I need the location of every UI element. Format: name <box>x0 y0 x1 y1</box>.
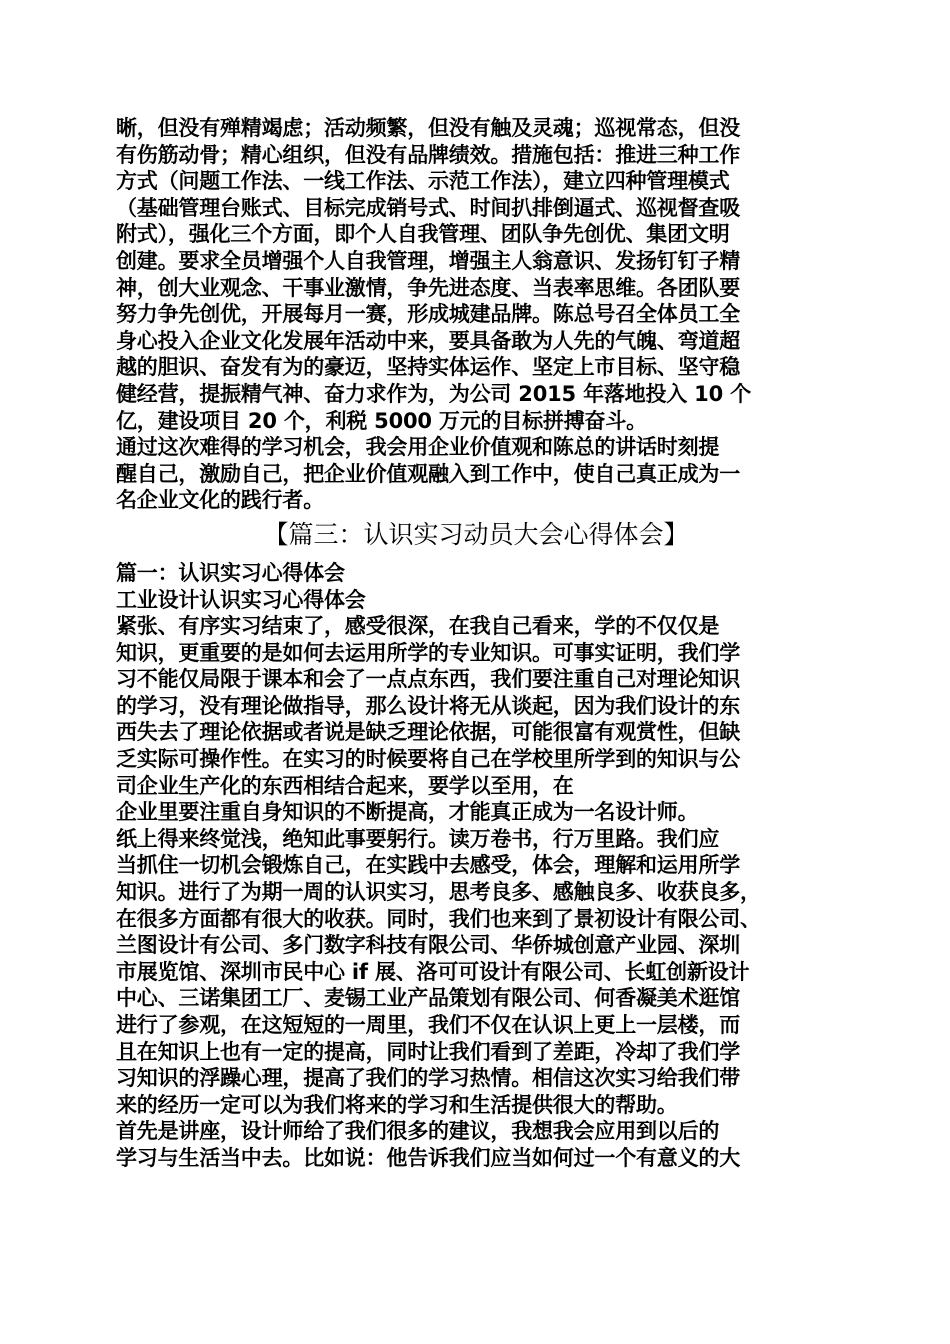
text-line: 紧张、有序实习结束了，感受很深，在我自己看来，学的不仅仅是 <box>116 614 720 639</box>
text-line: 健经营，提振精气神、奋力求作为，为公司 2015 年落地投入 10 个 <box>116 381 751 406</box>
document-page <box>116 115 836 1172</box>
text-line: 学习与生活当中去。比如说：他告诉我们应当如何过一个有意义的大 <box>116 1145 740 1170</box>
section-heading: 【篇三：认识实习动员大会心得体会】 <box>263 519 689 549</box>
text-line: 中心、三诺集团工厂、麦锡工业产品策划有限公司、何香凝美术逛馆 <box>116 986 740 1011</box>
text-line: 通过这次难得的学习机会，我会用企业价值观和陈总的讲话时刻提 <box>116 435 720 460</box>
text-line: 来的经历一定可以为我们将来的学习和生活提供很大的帮助。 <box>116 1092 678 1117</box>
text-line: 习不能仅局限于课本和会了一点点东西，我们要注重自己对理论知识 <box>116 667 740 692</box>
text-line: 且在知识上也有一定的提高，同时让我们看到了差距，冷却了我们学 <box>116 1039 740 1064</box>
text-line: 亿，建设项目 20 个，利税 5000 万元的目标拼搏奋斗。 <box>116 408 647 433</box>
text-line: 名企业文化的践行者。 <box>116 488 324 513</box>
text-line: 纸上得来终觉浅，绝知此事要躬行。读万卷书，行万里路。我们应 <box>116 826 720 851</box>
text-line: 进行了参观，在这短短的一周里，我们不仅在认识上更上一层楼，而 <box>116 1013 740 1037</box>
text-line: 首先是讲座，设计师给了我们很多的建议，我想我会应用到以后的 <box>116 1119 720 1144</box>
text-line: 附式），强化三个方面，即个人自我管理、团队争先创优、集团文明 <box>116 222 730 247</box>
text-line: 市展览馆、深圳市民中心 if 展、洛可可设计有限公司、长虹创新设计 <box>116 959 750 984</box>
text-line: 习知识的浮躁心理，提高了我们的学习热情。相信这次实习给我们带 <box>116 1066 740 1091</box>
text-block-1 <box>116 115 836 514</box>
text-line: 乏实际可操作性。在实习的时候要将自己在学校里所学到的知识与公 <box>116 747 740 772</box>
text-line: （基础管理台账式、目标完成销号式、时间扒排倒逼式、巡视督查吸 <box>116 195 740 220</box>
text-block-2 <box>116 560 836 1172</box>
text-line: 当抓住一切机会锻炼自己，在实践中去感受，体会，理解和运用所学 <box>116 853 740 878</box>
text-line: 身心投入企业文化发展年活动中来，要具备敢为人先的气魄、弯道超 <box>116 328 740 353</box>
text-line: 在很多方面都有很大的收获。同时，我们也来到了景初设计有限公司、 <box>116 906 761 931</box>
text-line: 晰，但没有殚精竭虑；活动频繁，但没有触及灵魂；巡视常态，但没 <box>116 116 740 140</box>
text-line: 知识，更重要的是如何去运用所学的专业知识。可事实证明，我们学 <box>116 640 740 665</box>
subheading: 篇一：认识实习心得体会 <box>116 560 345 585</box>
subheading: 工业设计认识实习心得体会 <box>116 587 366 612</box>
text-line: 西失去了理论依据或者说是缺乏理论依据，可能很富有观赏性，但缺 <box>116 720 740 745</box>
text-line: 有伤筋动骨；精心组织，但没有品牌绩效。措施包括：推进三种工作 <box>116 142 740 167</box>
text-line: 方式（问题工作法、一线工作法、示范工作法），建立四种管理模式 <box>116 169 730 194</box>
text-line: 努力争先创优，开展每月一赛，形成城建品牌。陈总号召全体员工全 <box>116 302 740 327</box>
text-line: 企业里要注重自身知识的不断提高，才能真正成为一名设计师。 <box>116 800 699 825</box>
text-line: 创建。要求全员增强个人自我管理，增强主人翁意识、发扬钉钉子精 <box>116 248 740 273</box>
text-line: 越的胆识、奋发有为的豪迈，坚持实体运作、坚定上市目标、坚守稳 <box>116 355 740 380</box>
text-line: 醒自己，激励自己，把企业价值观融入到工作中，使自己真正成为一 <box>116 461 740 486</box>
text-line: 司企业生产化的东西相结合起来，要学以至用，在 <box>116 773 574 798</box>
text-line: 的学习，没有理论做指导，那么设计将无从谈起，因为我们设计的东 <box>116 693 740 718</box>
text-line: 兰图设计有公司、多门数字科技有限公司、华侨城创意产业园、深圳 <box>116 933 740 958</box>
text-line: 神，创大业观念、干事业激情，争先进态度、当表率思维。各团队要 <box>116 275 740 300</box>
text-line: 知识。进行了为期一周的认识实习，思考良多、感触良多、收获良多， <box>116 880 761 905</box>
